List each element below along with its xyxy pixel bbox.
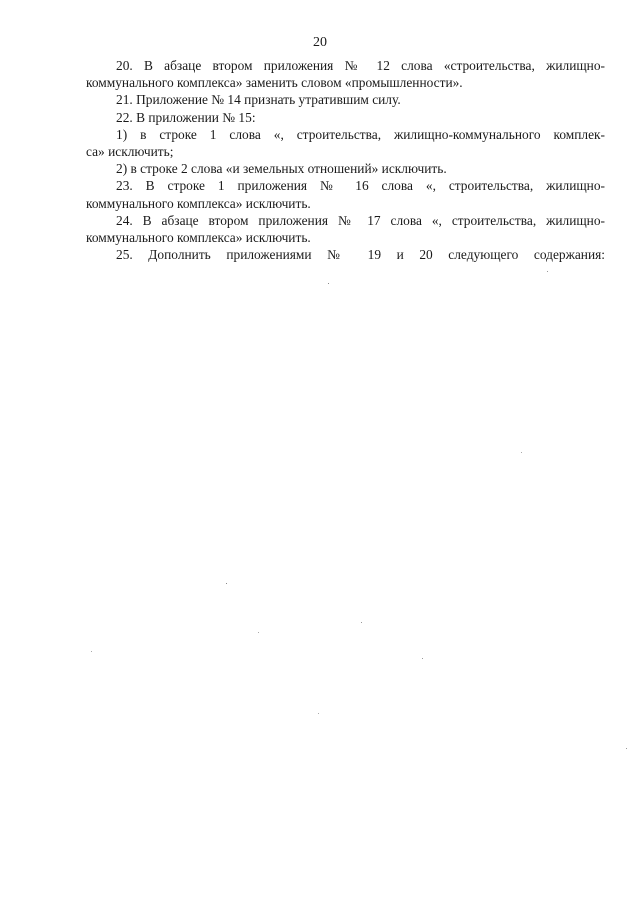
paragraph-24-line-1: 24. В абзаце втором приложения № 17 слова «, строительства, жилищно- [116,212,605,228]
paragraph-22-item-1-line-1: 1) в строке 1 слова «, строительства, жилищно-коммунального комплек- [116,126,605,142]
paragraph-20-line-2: коммунального комплекса» заменить словом «промышленности». [86,75,463,91]
paragraph-21-line-1: 21. Приложение № 14 признать утратившим силу. [116,92,401,108]
paragraph-24 [86,212,605,246]
paragraph-23 [86,177,605,211]
paragraph-22-item-2 [86,160,605,177]
document-body [86,57,605,263]
paragraph-22-item-1-line-2: са» исключить; [86,144,174,160]
paragraph-25 [86,246,605,263]
paragraph-21 [86,91,605,108]
paragraph-22-item-1 [86,126,605,160]
paragraph-25-line-1: 25. Дополнить приложениями № 19 и 20 следующего содержания: [116,247,605,263]
paragraph-20 [86,57,605,91]
paragraph-22-item-2-line-1: 2) в строке 2 слова «и земельных отношений» исключить. [116,161,447,177]
paragraph-23-line-2: коммунального комплекса» исключить. [86,195,311,211]
paragraph-20-line-1: 20. В абзаце втором приложения № 12 слова «строительства, жилищно- [116,58,605,73]
paragraph-22 [86,109,605,126]
paragraph-23-line-1: 23. В строке 1 приложения № 16 слова «, строительства, жилищно- [116,178,605,194]
paragraph-24-line-2: коммунального комплекса» исключить. [86,230,311,246]
page-number: 20 [313,35,327,50]
paragraph-22-line-1: 22. В приложении № 15: [116,109,256,125]
